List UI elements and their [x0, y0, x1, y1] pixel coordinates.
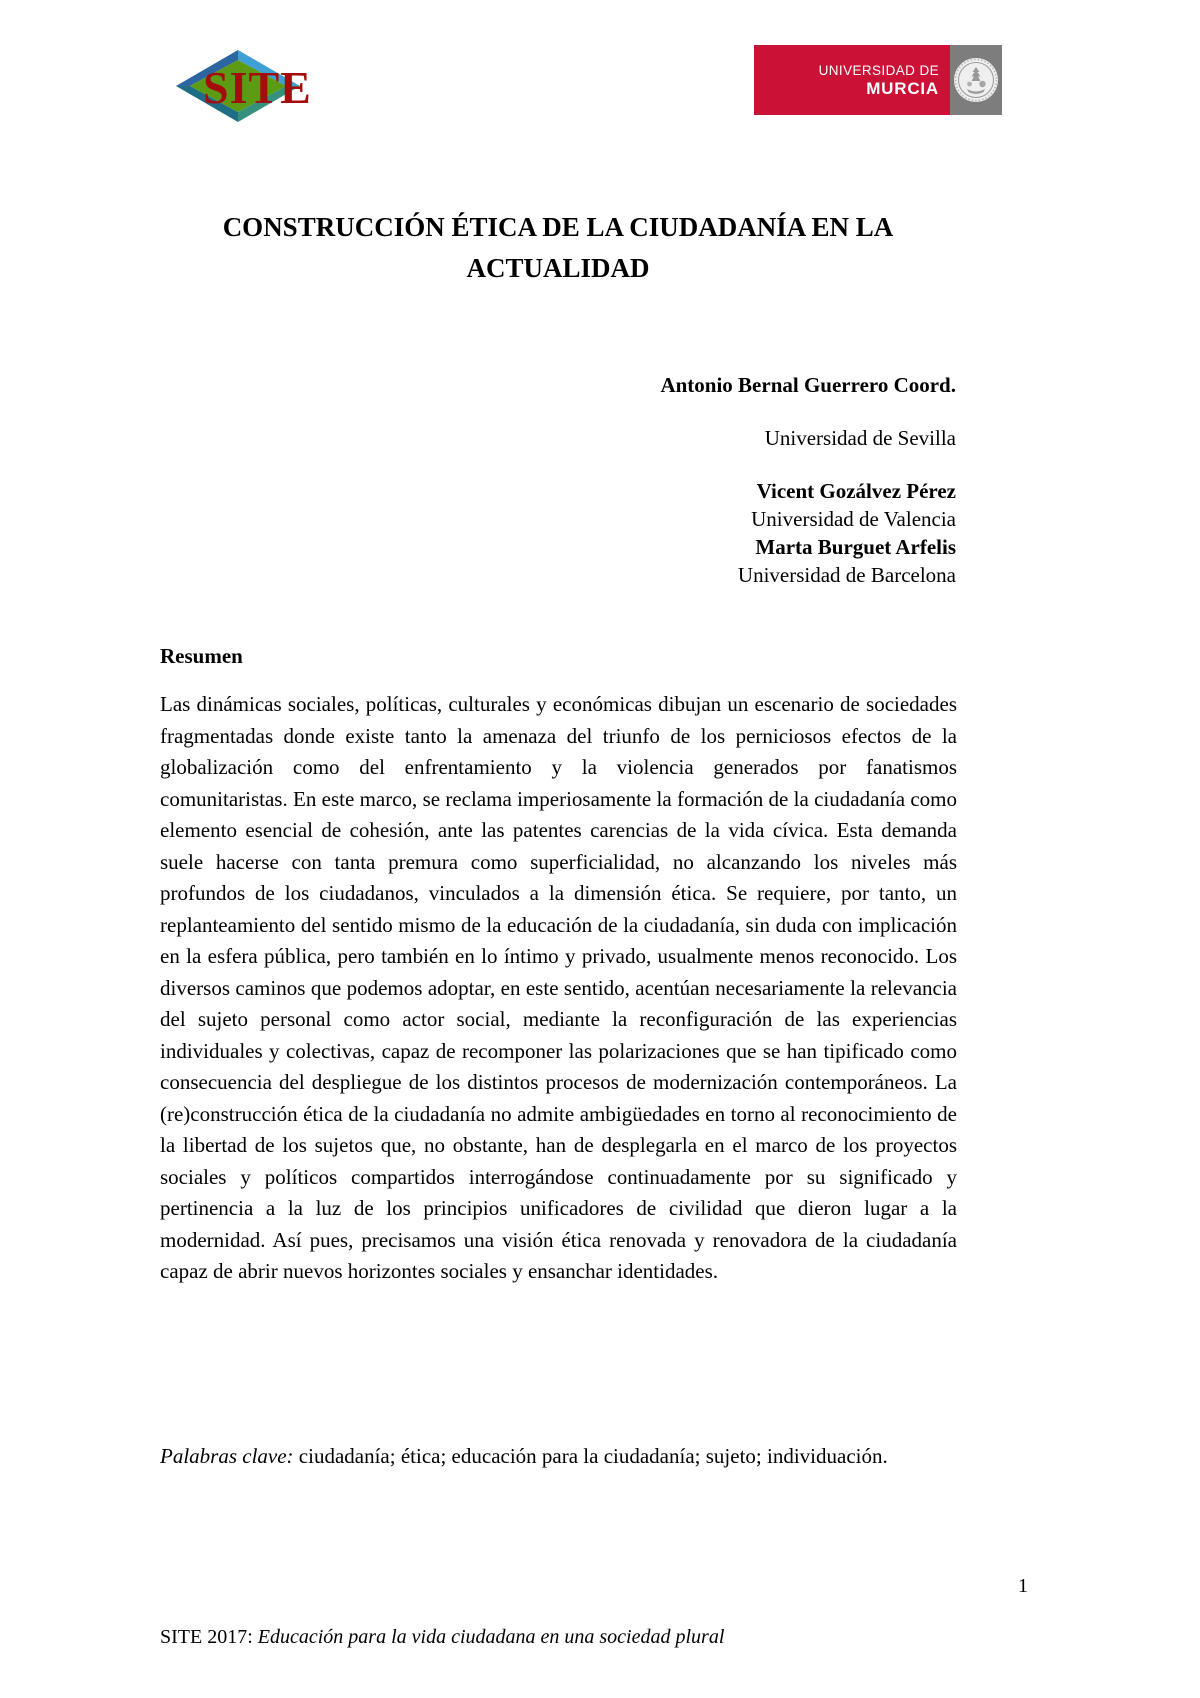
- author-coordinator-name: Antonio Bernal Guerrero Coord.: [660, 373, 956, 397]
- author-block: [160, 371, 956, 589]
- murcia-logo: [754, 45, 1002, 115]
- author3-name: Marta Burguet Arfelis: [755, 535, 956, 559]
- site-logo-text: SITE: [203, 62, 312, 113]
- site-diamond-icon: [170, 40, 330, 130]
- author3-affiliation: Universidad de Barcelona: [737, 563, 956, 587]
- footer-conference-label: SITE 2017:: [160, 1626, 253, 1648]
- site-logo: [170, 40, 330, 130]
- murcia-logo-seal: [950, 45, 1002, 115]
- keywords-line: [160, 1441, 957, 1471]
- author2-name: Vicent Gozálvez Pérez: [756, 479, 956, 503]
- abstract-heading: Resumen: [160, 644, 243, 668]
- document-title-line2: ACTUALIDAD: [466, 253, 650, 283]
- page-number: 1: [1018, 1575, 1028, 1597]
- university-seal-icon: [952, 56, 1000, 104]
- document-title: [160, 207, 956, 289]
- document-title-line1: CONSTRUCCIÓN ÉTICA DE LA CIUDADANÍA EN LA: [222, 212, 894, 242]
- murcia-logo-line2: MURCIA: [866, 78, 939, 98]
- murcia-logo-wordmark: [754, 45, 950, 115]
- author-coordinator-affiliation: Universidad de Sevilla: [764, 426, 956, 450]
- keywords-label: Palabras clave:: [160, 1444, 294, 1468]
- author2-affiliation: Universidad de Valencia: [751, 507, 956, 531]
- keywords-text: ciudadanía; ética; educación para la ciudadanía; sujeto; individuación.: [298, 1444, 888, 1468]
- footer: [160, 1626, 1000, 1649]
- footer-conference-title: Educación para la vida ciudadana en una sociedad plural: [257, 1626, 725, 1648]
- abstract-paragraph: Las dinámicas sociales, políticas, culturales y económicas dibujan un escenario de sociedades fragmentadas donde existe tanto la amenaza del triunfo de los perniciosos efectos de la globalización como del enfrentamiento y la violencia generados por fanatismos comunitaristas. En este marco, se reclama imperiosamente la formación de la ciudadanía como elemento esencial de cohesión, ante las patentes carencias de la vida cívica. Esta demanda suele hacerse con tanta premura como superficialidad, no alcanzando los niveles más profundos de los ciudadanos, vinculados a la dimensión ética. Se requiere, por tanto, un replanteamiento del sentido mismo de la educación de la ciudadanía, sin duda con implicación en la esfera pública, pero también en lo íntimo y privado, usualmente menos reconocido. Los diversos caminos que podemos adoptar, en este sentido, acentúan necesariamente la relevancia del sujeto personal como actor social, mediante la reconfiguración de las experiencias individuales y colectivas, capaz de recomponer las polarizaciones que se han tipificado como consecuencia del despliegue de los distintos procesos de modernización contemporáneos. La (re)construcción ética de la ciudadanía no admite ambigüedades en torno al reconocimiento de la libertad de los sujetos que, no obstante, han de desplegarla en el marco de los proyectos sociales y políticos compartidos interrogándose continuadamente por su significado y pertinencia a la luz de los principios unificadores de civilidad que dieron lugar a la modernidad. Así pues, precisamos una visión ética renovada y renovadora de la ciudadanía capaz de abrir nuevos horizontes sociales y ensanchar identidades.: [160, 692, 957, 1283]
- murcia-logo-line1: UNIVERSIDAD DE: [818, 62, 939, 78]
